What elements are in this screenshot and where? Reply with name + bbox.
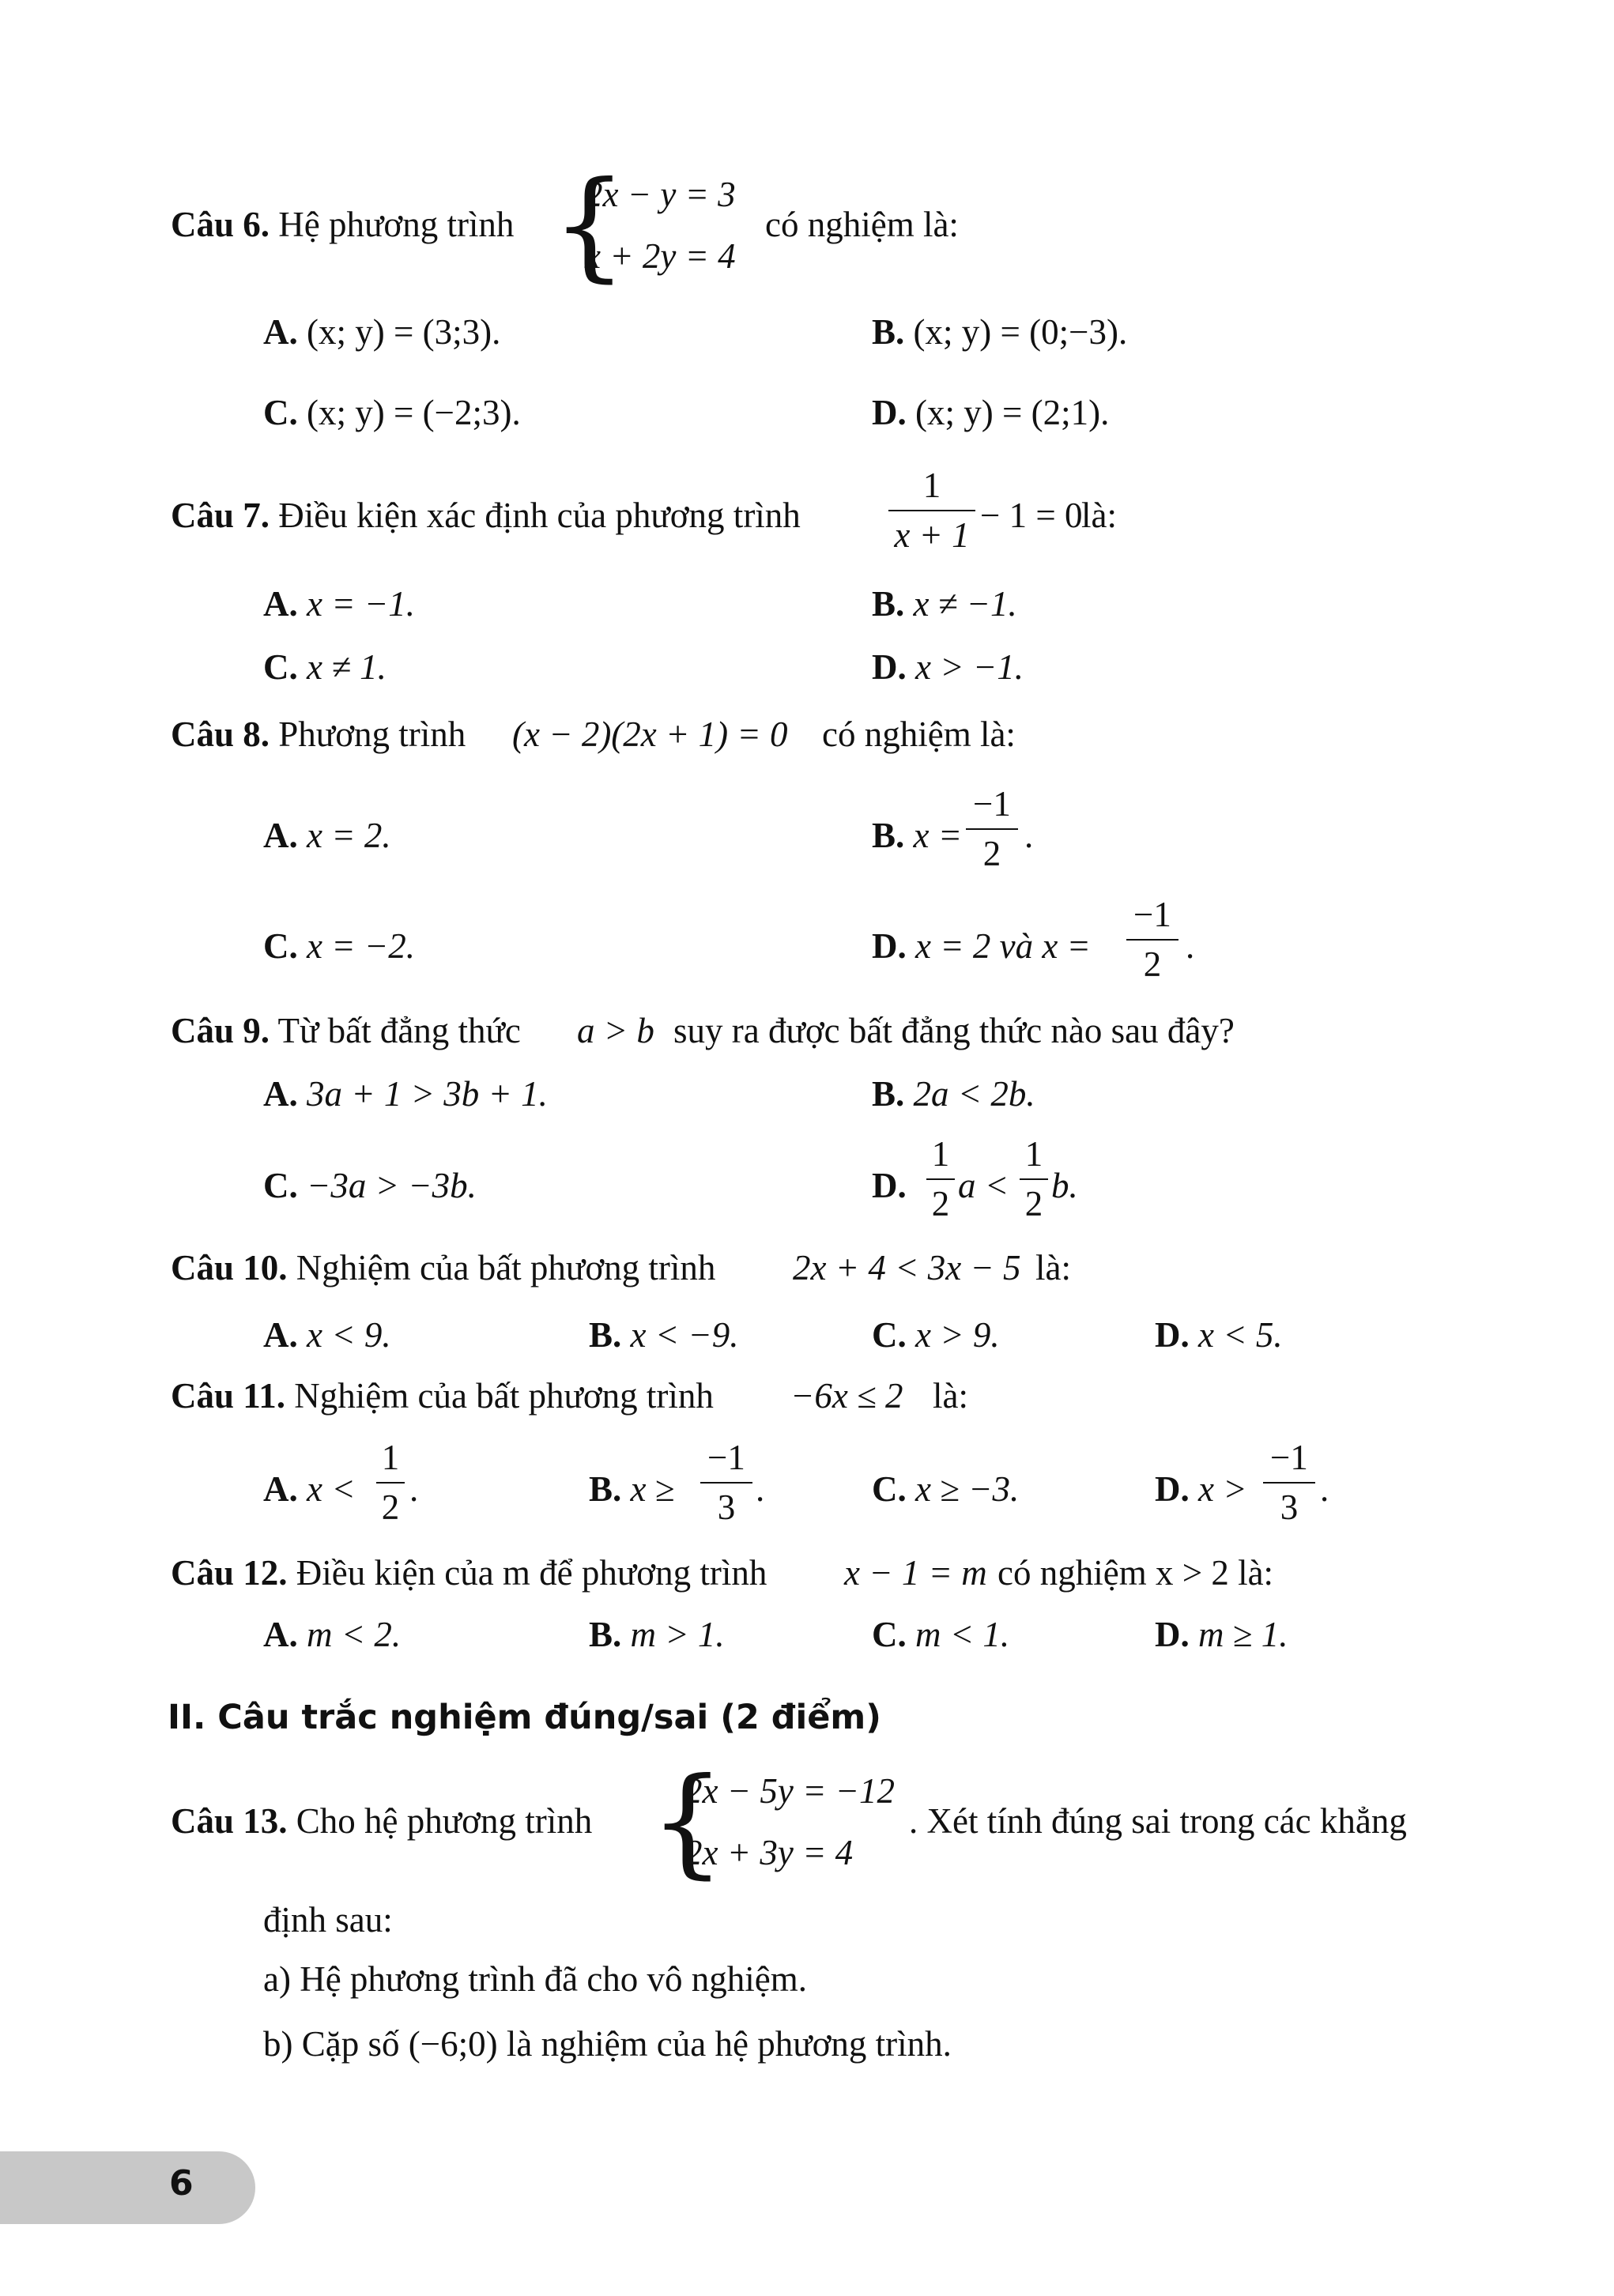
q11-option-b: B. x ≥ — [589, 1469, 675, 1509]
q6-eq2: x + 2y = 4 — [585, 236, 736, 276]
q7-option-b-text: x ≠ −1. — [913, 584, 1017, 624]
q11-option-d-den: 3 — [1280, 1487, 1299, 1527]
q10-option-a: A. x < 9. — [263, 1315, 391, 1355]
q8-option-b-bar — [966, 828, 1018, 830]
q6-option-a-text: (x; y) = (3;3). — [307, 312, 501, 352]
q8-option-c-text: x = −2. — [307, 926, 415, 966]
q11-option-d-fraction — [1263, 1440, 1315, 1525]
q11-text-after: là: — [933, 1376, 968, 1416]
q9-option-d-num-2: 1 — [1024, 1134, 1043, 1174]
q8-text: Phương trình — [278, 714, 466, 754]
q6-text-after: có nghiệm là: — [765, 205, 959, 244]
q6-option-d-text: (x; y) = (2;1). — [915, 393, 1110, 432]
q6-text: Hệ phương trình — [278, 205, 515, 244]
q9-option-d-den-1: 2 — [931, 1184, 950, 1223]
q10-label: Câu 10. — [171, 1248, 288, 1287]
page-number: 6 — [169, 2163, 194, 2204]
q12-option-a-text: m < 2. — [307, 1615, 402, 1654]
q12-option-b-text: m > 1. — [630, 1615, 725, 1654]
q11-option-b-den: 3 — [717, 1487, 736, 1527]
q10-option-b: B. x < −9. — [589, 1315, 739, 1355]
q7-option-a: A. x = −1. — [263, 584, 415, 624]
q10-option-d: D. x < 5. — [1155, 1315, 1283, 1355]
q11-option-b-num: −1 — [707, 1438, 745, 1477]
q7-text: Điều kiện xác định của phương trình — [278, 496, 801, 535]
q13-item-b: b) Cặp số (−6;0) là nghiệm của hệ phương trình. — [263, 2024, 952, 2064]
q11-option-a-num: 1 — [381, 1438, 400, 1477]
q13-eq1: 2x − 5y = −12 — [684, 1771, 896, 1811]
q8-option-d-den: 2 — [1143, 944, 1162, 984]
q7-option-b: B. x ≠ −1. — [872, 584, 1017, 624]
q12-option-a: A. m < 2. — [263, 1615, 402, 1654]
q9-option-c-text: −3a > −3b. — [307, 1166, 477, 1205]
q11-option-d-num: −1 — [1270, 1438, 1308, 1477]
q11-prompt — [171, 1378, 714, 1414]
q10-text: Nghiệm của bất phương trình — [296, 1248, 716, 1287]
q11-option-d-bar — [1263, 1482, 1315, 1484]
q8-option-d-num: −1 — [1133, 895, 1171, 934]
q12-equation: x − 1 = m — [844, 1553, 987, 1593]
q13-prompt — [171, 1801, 593, 1841]
q7-option-c-text: x ≠ 1. — [307, 647, 387, 687]
q9-option-d-mid: a < — [958, 1166, 1009, 1205]
q13-eq2: 2x + 3y = 4 — [684, 1833, 854, 1872]
q8-option-b-num: −1 — [973, 784, 1011, 824]
q10-option-a-text: x < 9. — [307, 1315, 391, 1355]
q9-option-d-bar-1 — [926, 1178, 955, 1180]
q9-option-c: C. −3a > −3b. — [263, 1166, 477, 1205]
q11-option-a-fraction — [376, 1440, 405, 1525]
q7-text-mid: − 1 = 0 — [980, 496, 1083, 535]
q6-prompt — [171, 207, 514, 243]
q7-frac-den: x + 1 — [894, 515, 970, 555]
q10-text-after: là: — [1035, 1248, 1071, 1287]
q11-ineq: −6x ≤ 2 — [790, 1376, 903, 1416]
q8-option-d-bar — [1126, 939, 1178, 941]
q11-option-a: A. x < — [263, 1469, 356, 1509]
q11-option-b-fraction — [700, 1440, 752, 1525]
q8-text-after: có nghiệm là: — [822, 714, 1016, 754]
q9-text: Từ bất đẳng thức — [277, 1011, 521, 1050]
q13-label: Câu 13. — [171, 1801, 288, 1841]
q11-option-c: C. x ≥ −3. — [872, 1469, 1020, 1509]
q8-label: Câu 8. — [171, 714, 270, 754]
q8-option-b: B. x = — [872, 816, 963, 855]
q13-text-cont: định sau: — [263, 1900, 393, 1940]
q9-option-a-text: 3a + 1 > 3b + 1. — [307, 1074, 548, 1114]
q8-option-b-period: . — [1024, 816, 1034, 855]
q13-text-after: . Xét tính đúng sai trong các khẳng — [909, 1801, 1407, 1841]
q11-label: Câu 11. — [171, 1376, 286, 1416]
q10-prompt — [171, 1250, 715, 1286]
q10-option-d-text: x < 5. — [1198, 1315, 1283, 1355]
q10-ineq: 2x + 4 < 3x − 5 — [793, 1248, 1021, 1287]
q7-option-a-text: x = −1. — [307, 584, 415, 624]
q8-equation: (x − 2)(2x + 1) = 0 — [512, 714, 788, 754]
q8-option-d-fraction — [1126, 897, 1178, 982]
q11-option-d: D. x > — [1155, 1469, 1247, 1509]
q6-eq1: 2x − y = 3 — [585, 175, 736, 214]
q7-label: Câu 7. — [171, 496, 270, 535]
section-title: II. Câu trắc nghiệm đúng/sai (2 điểm) — [168, 1698, 881, 1737]
q13-text: Cho hệ phương trình — [296, 1801, 593, 1841]
q9-option-d-end: b. — [1051, 1166, 1078, 1205]
q8-option-d: D. x = 2 và x = — [872, 926, 1091, 966]
q6-label: Câu 6. — [171, 205, 270, 244]
q7-prompt — [171, 498, 801, 533]
q13-item-a: a) Hệ phương trình đã cho vô nghiệm. — [263, 1959, 808, 1999]
q11-option-b-pre: x ≥ — [630, 1469, 675, 1509]
q9-option-d-fraction-1 — [926, 1134, 955, 1223]
q7-option-d-text: x > −1. — [915, 647, 1024, 687]
q10-option-c-text: x > 9. — [915, 1315, 1000, 1355]
q11-option-a-den: 2 — [381, 1487, 400, 1527]
q11-option-b-period: . — [756, 1469, 765, 1509]
q9-option-d-num-1: 1 — [931, 1134, 950, 1174]
q6-system-brace: { — [552, 156, 628, 294]
q6-option-c-text: (x; y) = (−2;3). — [307, 393, 521, 432]
q8-option-d-pre: x = 2 và x = — [915, 926, 1091, 966]
q7-option-c: C. x ≠ 1. — [263, 647, 387, 687]
q8-option-b-pre: x = — [913, 816, 963, 855]
q9-option-d-den-2: 2 — [1024, 1184, 1043, 1223]
q6-option-a: A. (x; y) = (3;3). — [263, 312, 501, 352]
q12-option-c-text: m < 1. — [915, 1615, 1010, 1654]
q6-option-c: C. (x; y) = (−2;3). — [263, 393, 521, 432]
q11-option-d-pre: x > — [1198, 1469, 1247, 1509]
q9-ineq: a > b — [577, 1011, 654, 1050]
q9-option-b: B. 2a < 2b. — [872, 1074, 1035, 1114]
q9-option-d-fraction-2 — [1020, 1134, 1048, 1223]
q8-option-b-den: 2 — [982, 834, 1001, 873]
q8-option-b-fraction — [966, 786, 1018, 872]
q8-prompt — [171, 714, 466, 754]
q12-option-b: B. m > 1. — [589, 1615, 725, 1654]
q8-option-c: C. x = −2. — [263, 926, 415, 966]
q12-text-after: có nghiệm x > 2 là: — [997, 1553, 1274, 1593]
q11-text: Nghiệm của bất phương trình — [294, 1376, 714, 1416]
q9-option-a: A. 3a + 1 > 3b + 1. — [263, 1074, 548, 1114]
q9-option-d-label: D. — [872, 1166, 907, 1205]
q10-option-b-text: x < −9. — [630, 1315, 739, 1355]
q11-option-a-bar — [376, 1482, 405, 1484]
q13-system-brace: { — [650, 1753, 726, 1891]
q11-option-c-text: x ≥ −3. — [915, 1469, 1020, 1509]
q12-option-d: D. m ≥ 1. — [1155, 1615, 1288, 1654]
q7-option-d: D. x > −1. — [872, 647, 1024, 687]
q9-prompt — [171, 1013, 521, 1049]
q12-text: Điều kiện của m để phương trình — [296, 1553, 767, 1593]
q10-option-c: C. x > 9. — [872, 1315, 1000, 1355]
q9-option-d-bar-2 — [1020, 1178, 1048, 1180]
q12-label: Câu 12. — [171, 1553, 288, 1593]
q6-option-d: D. (x; y) = (2;1). — [872, 393, 1110, 432]
q12-option-c: C. m < 1. — [872, 1615, 1010, 1654]
q8-option-d-period: . — [1186, 926, 1195, 966]
q7-frac-num: 1 — [922, 466, 941, 505]
page-number-tab — [0, 2151, 255, 2224]
q9-label: Câu 9. — [171, 1011, 270, 1050]
q9-option-b-text: 2a < 2b. — [913, 1074, 1035, 1114]
q12-option-d-text: m ≥ 1. — [1198, 1615, 1288, 1654]
q9-text-after: suy ra được bất đẳng thức nào sau đây? — [673, 1011, 1235, 1050]
q6-option-b-text: (x; y) = (0;−3). — [913, 312, 1128, 352]
q11-option-a-period: . — [409, 1469, 419, 1509]
q7-frac-bar — [888, 510, 975, 511]
q11-option-a-pre: x < — [307, 1469, 356, 1509]
q12-prompt — [171, 1555, 767, 1591]
q11-option-b-bar — [700, 1482, 752, 1484]
q8-option-a: A. x = 2. — [263, 816, 391, 855]
q6-option-b: B. (x; y) = (0;−3). — [872, 312, 1128, 352]
q11-option-d-period: . — [1320, 1469, 1329, 1509]
q7-text-after: là: — [1081, 496, 1117, 535]
q7-fraction — [888, 468, 975, 553]
q8-option-a-text: x = 2. — [307, 816, 391, 855]
